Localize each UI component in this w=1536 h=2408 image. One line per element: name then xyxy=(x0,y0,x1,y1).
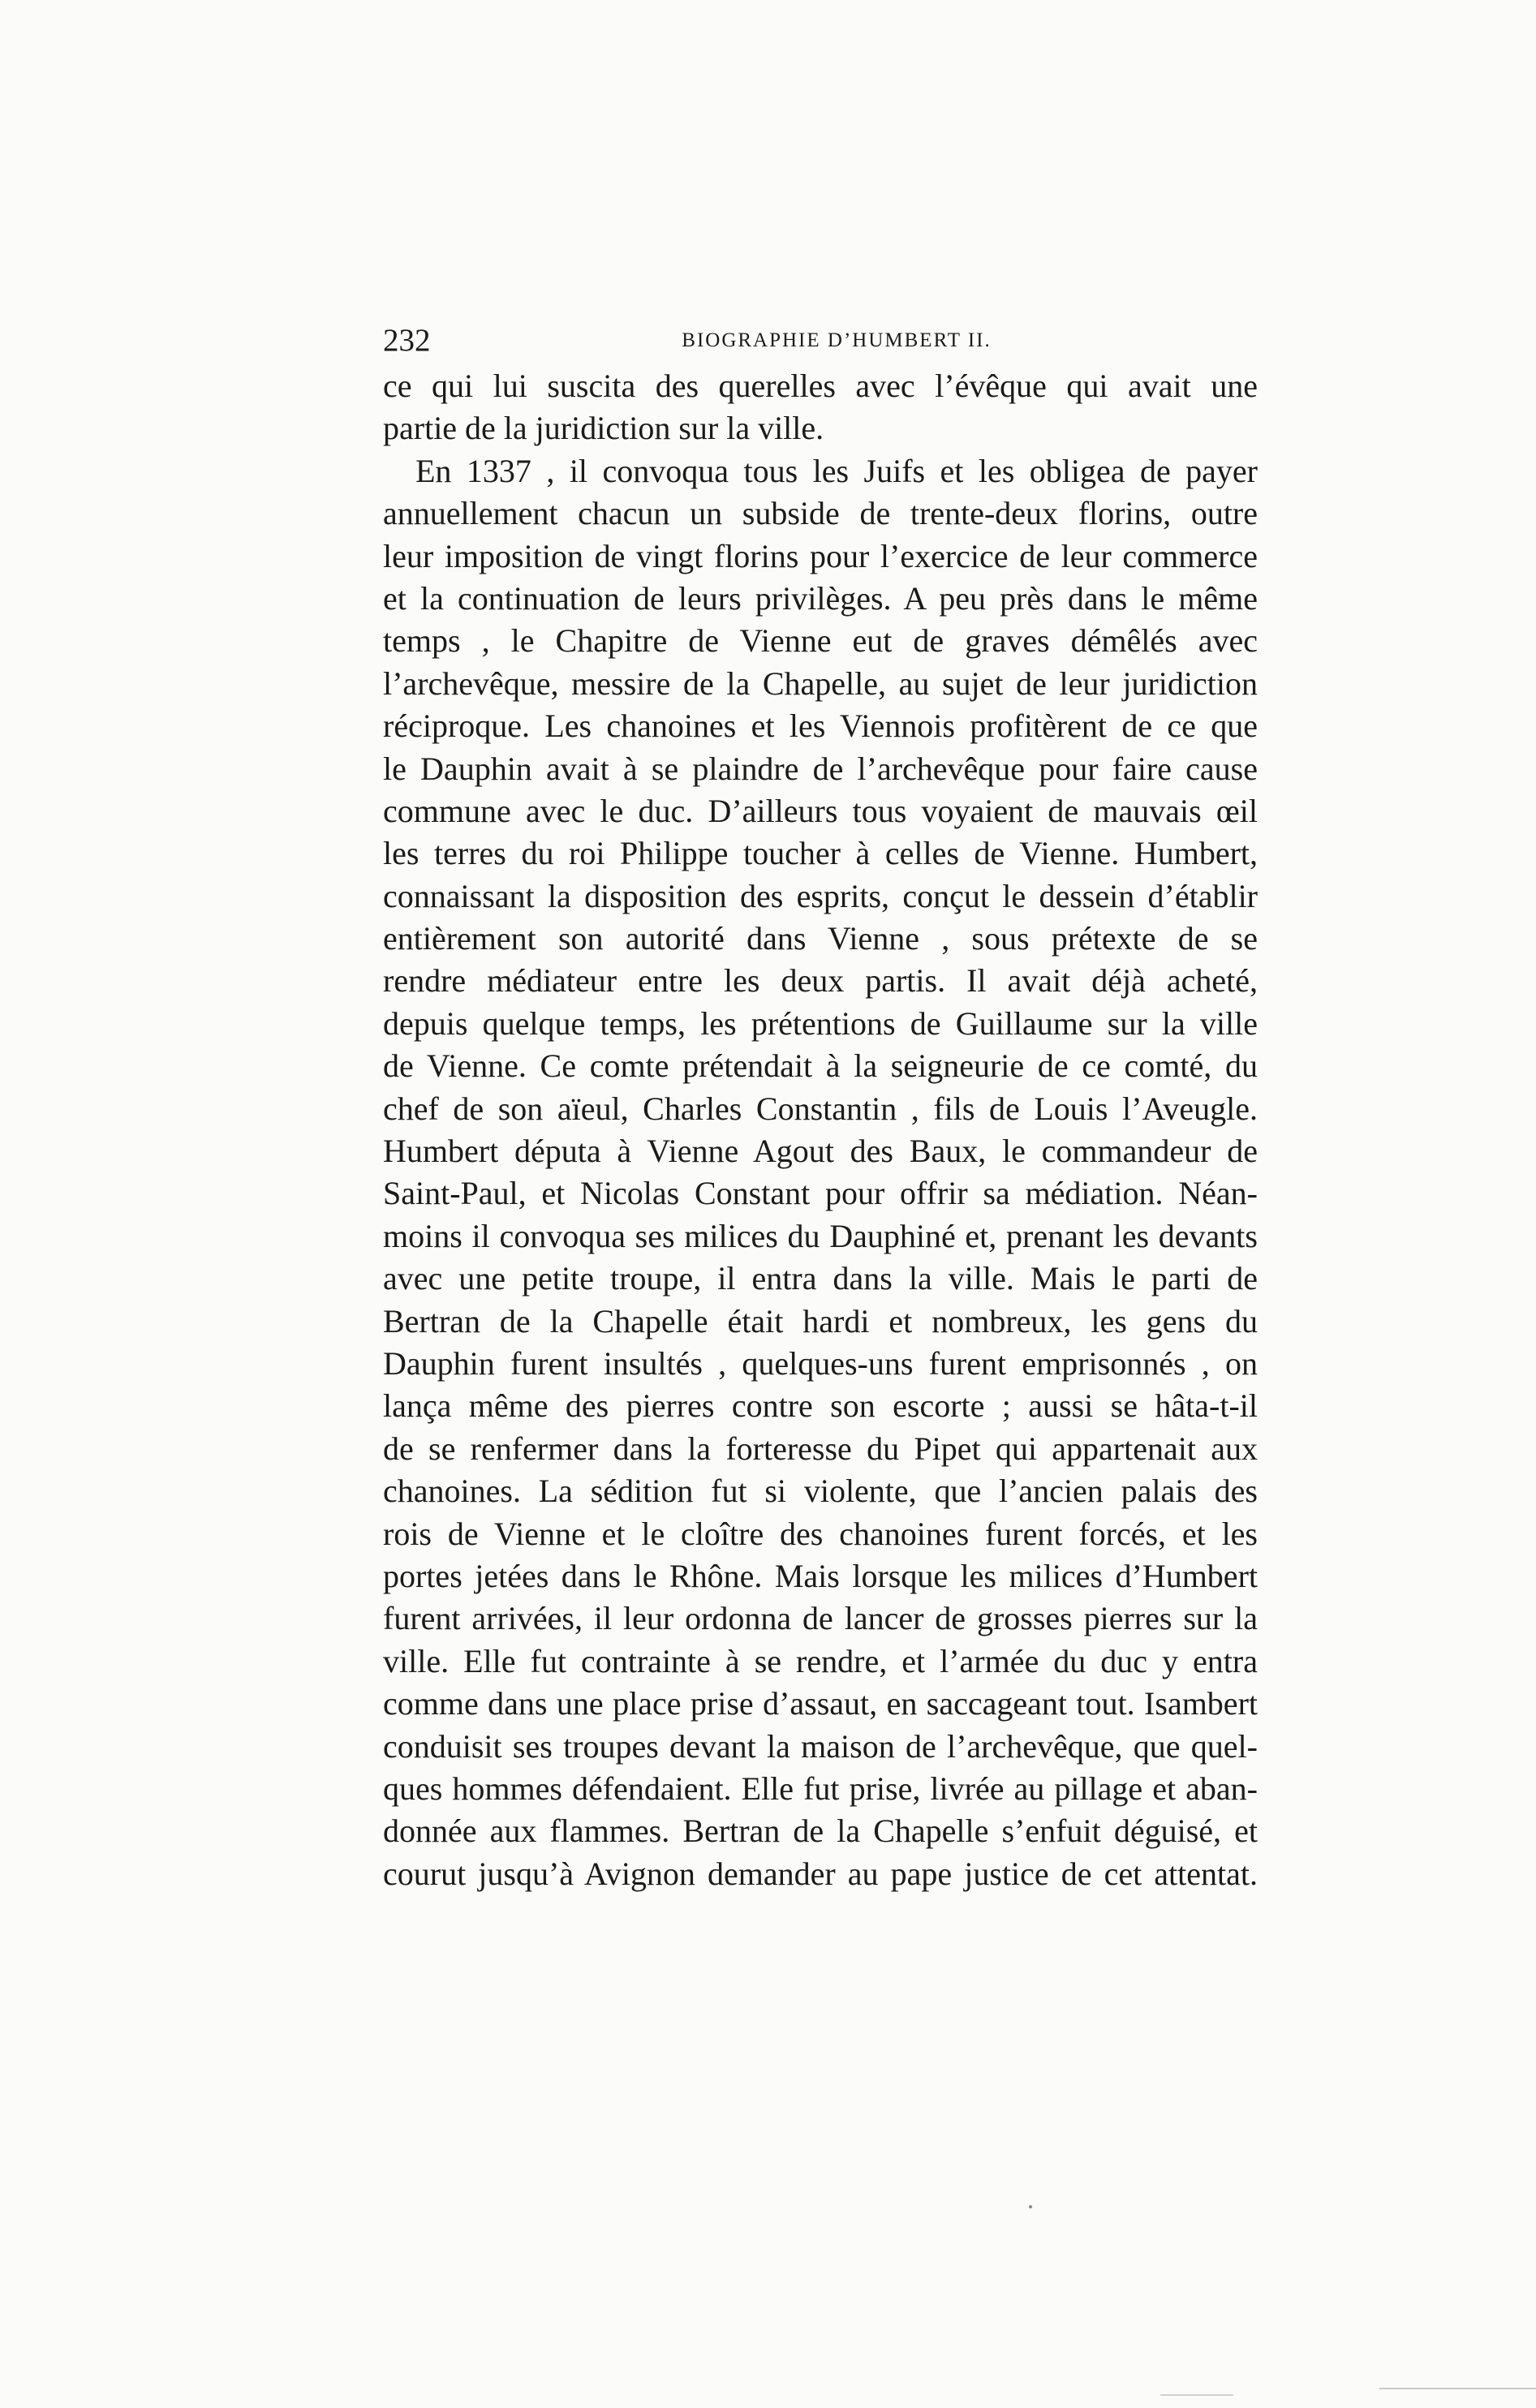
text-line: les terres du roi Philippe toucher à celles de Vienne. Humbert, xyxy=(383,835,1258,872)
text-line: rendre médiateur entre les deux partis. Il avait déjà acheté, xyxy=(383,962,1258,1000)
text-line: En 1337 , il convoqua tous les Juifs et les obligea de payer xyxy=(415,452,1258,489)
text-line: courut jusqu’à Avignon demander au pape justice de cet attentat. xyxy=(383,1855,1258,1892)
text-line: commune avec le duc. D’ailleurs tous voyaient de mauvais œil xyxy=(383,792,1258,829)
page-header xyxy=(383,318,1258,363)
text-line: chanoines. La sédition fut si violente, que l’ancien palais des xyxy=(383,1473,1258,1510)
text-line: le Dauphin avait à se plaindre de l’archevêque pour faire cause xyxy=(383,750,1258,787)
text-line: portes jetées dans le Rhône. Mais lorsque les milices d’Humbert xyxy=(383,1557,1258,1594)
text-line: Saint-Paul, et Nicolas Constant pour offrir sa médiation. Néan- xyxy=(383,1175,1258,1212)
paper-speck xyxy=(1029,2205,1032,2208)
text-line: comme dans une place prise d’assaut, en saccageant tout. Isambert xyxy=(383,1685,1258,1722)
text-line: lança même des pierres contre son escorte ; aussi se hâta-t-il xyxy=(383,1387,1258,1425)
text-line: et la continuation de leurs privilèges. A peu près dans le même xyxy=(383,579,1258,617)
text-line: entièrement son autorité dans Vienne , sous prétexte de se xyxy=(383,920,1258,957)
text-line: réciproque. Les chanoines et les Viennois profitèrent de ce que xyxy=(383,707,1258,745)
text-line: rois de Vienne et le cloître des chanoines furent forcés, et les xyxy=(383,1515,1258,1552)
text-line: ques hommes défendaient. Elle fut prise, livrée au pillage et aban- xyxy=(383,1769,1258,1807)
text-line: furent arrivées, il leur ordonna de lancer de grosses pierres sur la xyxy=(383,1600,1258,1637)
body-text xyxy=(383,365,1258,1895)
text-line: l’archevêque, messire de la Chapelle, au sujet de leur juridiction xyxy=(383,664,1258,702)
text-line: ville. Elle fut contrainte à se rendre, et l’armée du duc y entra xyxy=(383,1642,1258,1679)
text-line: donnée aux flammes. Bertran de la Chapelle s’enfuit déguisé, et xyxy=(383,1812,1258,1850)
text-line: Humbert députa à Vienne Agout des Baux, le commandeur de xyxy=(383,1133,1258,1170)
text-line: leur imposition de vingt florins pour l’exercice de leur commerce xyxy=(383,537,1258,574)
text-line: annuellement chacun un subside de trente-deux florins, outre xyxy=(383,495,1258,532)
page-number: 232 xyxy=(383,323,431,358)
text-line: ce qui lui suscita des querelles avec l’évêque qui avait une xyxy=(383,368,1258,404)
text-line: de se renfermer dans la forteresse du Pipet qui appartenait aux xyxy=(383,1430,1258,1467)
text-line: depuis quelque temps, les prétentions de Guillaume sur la ville xyxy=(383,1004,1258,1042)
text-line: partie de la juridiction sur la ville. xyxy=(383,410,824,447)
text-line: de Vienne. Ce comte prétendait à la seigneurie de ce comté, du xyxy=(383,1047,1258,1085)
text-line: chef de son aïeul, Charles Constantin , fils de Louis l’Aveugle. xyxy=(383,1090,1258,1127)
running-title: BIOGRAPHIE D’HUMBERT II. xyxy=(682,329,992,351)
text-line: conduisit ses troupes devant la maison de l’archevêque, que quel- xyxy=(383,1727,1258,1765)
text-line: connaissant la disposition des esprits, conçut le dessein d’établir xyxy=(383,877,1258,914)
text-line: avec une petite troupe, il entra dans la ville. Mais le parti de xyxy=(383,1260,1258,1297)
text-line: Dauphin furent insultés , quelques-uns furent emprisonnés , on xyxy=(383,1344,1258,1382)
text-line: temps , le Chapitre de Vienne eut de graves démêlés avec xyxy=(383,622,1258,660)
text-line: moins il convoqua ses milices du Dauphiné et, prenant les devants xyxy=(383,1217,1258,1254)
text-line: Bertran de la Chapelle était hardi et nombreux, les gens du xyxy=(383,1302,1258,1339)
